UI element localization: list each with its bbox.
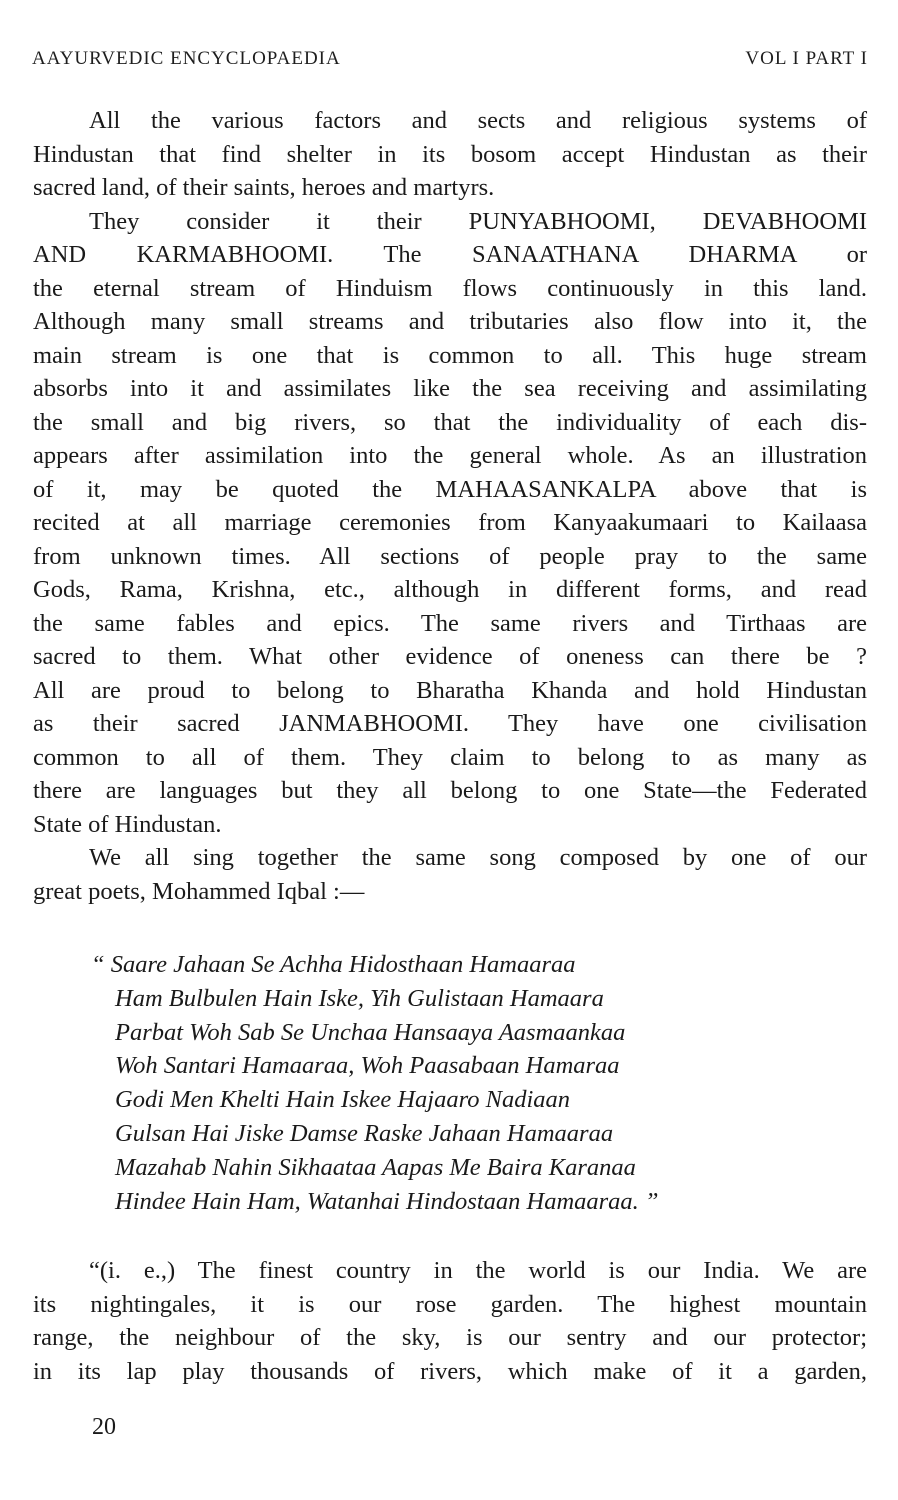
poem-line: “ Saare Jahaan Se Achha Hidosthaan Hamaaraa (91, 951, 576, 978)
text-line: there are languages but they all belong to one State—the Federated (33, 777, 867, 804)
paragraph-2 (33, 205, 867, 842)
text-line: absorbs into it and assimilates like the sea receiving and assimilating (33, 375, 867, 402)
text-line: Gods, Rama, Krishna, etc., although in different forms, and read (33, 576, 867, 603)
text-line: great poets, Mohammed Iqbal :— (33, 877, 365, 905)
text-line: as their sacred JANMABHOOMI. They have one civilisation (33, 710, 867, 737)
text-line: They consider it their PUNYABHOOMI, DEVABHOOMI (89, 207, 867, 235)
text-line: its nightingales, it is our rose garden. The highest mountain (33, 1290, 867, 1318)
text-line: common to all of them. They claim to belong to as many as (33, 743, 867, 771)
text-line: “(i. e.,) The finest country in the world is our India. We are (89, 1257, 867, 1285)
translation-paragraph (33, 1254, 867, 1388)
poem-line: Mazahab Nahin Sikhaataa Aapas Me Baira Karanaa (115, 1153, 636, 1181)
text-line: All are proud to belong to Bharatha Khanda and hold Hindustan (33, 676, 867, 704)
text-line: We all sing together the same song composed by one of our (89, 844, 867, 871)
text-line: from unknown times. All sections of people pray to the same (33, 542, 867, 570)
poem-line: Woh Santari Hamaaraa, Woh Paasabaan Hamaraa (115, 1052, 620, 1080)
body-text (33, 104, 867, 1388)
header-volume: VOL I PART I (745, 48, 868, 69)
text-line: recited at all marriage ceremonies from Kanyaakumaari to Kailaasa (33, 509, 867, 536)
poem-line: Godi Men Khelti Hain Iskee Hajaaro Nadiaan (115, 1086, 571, 1114)
text-line: of it, may be quoted the MAHAASANKALPA above that is (33, 475, 867, 503)
page-number: 20 (92, 1414, 116, 1440)
text-line: sacred to them. What other evidence of oneness can there be ? (33, 643, 867, 670)
text-line: appears after assimilation into the general whole. As an illustration (33, 442, 867, 469)
text-line: the same fables and epics. The same rivers and Tirthaas are (33, 609, 867, 637)
text-line: Although many small streams and tributaries also flow into it, the (33, 308, 867, 335)
paragraph-1 (33, 104, 867, 205)
text-line: in its lap play thousands of rivers, which make of it a garden, (33, 1357, 867, 1385)
text-line: AND KARMABHOOMI. The SANAATHANA DHARMA or (33, 241, 867, 268)
text-line: the small and big rivers, so that the individuality of each dis- (33, 408, 867, 436)
text-line: sacred land, of their saints, heroes and martyrs. (33, 174, 495, 201)
poem-line: Parbat Woh Sab Se Unchaa Hansaaya Aasmaankaa (115, 1018, 626, 1046)
running-header (32, 48, 868, 70)
text-line: the eternal stream of Hinduism flows continuously in this land. (33, 274, 867, 302)
poem-line: Gulsan Hai Jiske Damse Raske Jahaan Hamaaraa (115, 1119, 614, 1147)
poem-line: Hindee Hain Ham, Watanhai Hindostaan Hamaaraa. ” (115, 1187, 659, 1215)
header-title: AAYURVEDIC ENCYCLOPAEDIA (32, 48, 341, 69)
text-line: State of Hindustan. (33, 810, 222, 838)
poem-line: Ham Bulbulen Hain Iske, Yih Gulistaan Hamaara (115, 984, 604, 1012)
poem-quotation (91, 948, 867, 1218)
paragraph-3 (33, 841, 867, 908)
text-line: All the various factors and sects and religious systems of (89, 107, 867, 134)
text-line: main stream is one that is common to all. This huge stream (33, 341, 867, 369)
text-line: range, the neighbour of the sky, is our sentry and our protector; (33, 1324, 867, 1352)
text-line: Hindustan that find shelter in its bosom accept Hindustan as their (33, 140, 867, 168)
